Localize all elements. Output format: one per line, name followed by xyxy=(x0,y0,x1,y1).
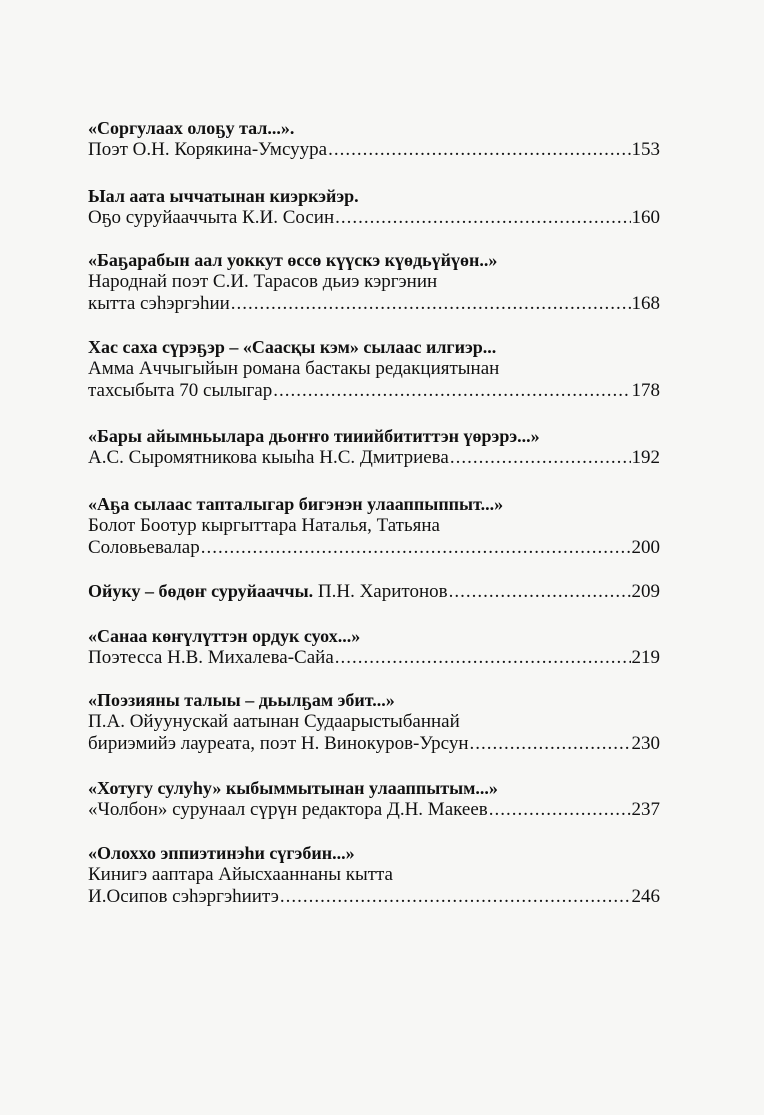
page-number: 230 xyxy=(631,733,660,754)
dot-leader xyxy=(273,380,630,402)
entry-title: «Баҕарабын аал уоккут өссө күүскэ күөдьүйүөн..» xyxy=(88,250,498,270)
entry-last-line xyxy=(88,886,660,908)
entry-author: кытта сэһэргэһии xyxy=(88,293,230,314)
dot-leader xyxy=(449,581,631,603)
entry-title-author xyxy=(88,580,448,603)
toc-entry xyxy=(88,494,660,559)
entry-last-line xyxy=(88,380,660,402)
dot-leader xyxy=(328,139,630,161)
page-number: 168 xyxy=(631,293,660,314)
entry-author: Поэт О.Н. Корякина-Умсуура xyxy=(88,139,328,160)
entry-line: Кинигэ ааптара Айысхааннаны кытта xyxy=(88,864,393,885)
entry-author: И.Осипов сэһэргэһиитэ xyxy=(88,886,279,907)
entry-title: «Хотугу сулуһу» кыбыммытынан улааппытым...» xyxy=(88,778,498,798)
entry-title: «Аҕа сылаас тапталыгар бигэнэн улааппыппыт...» xyxy=(88,494,504,514)
page-number: 178 xyxy=(631,380,660,401)
entry-last-line xyxy=(88,537,660,559)
entry-title: Ыал аата ыччатынан киэркэйэр. xyxy=(88,186,359,206)
entry-last-line xyxy=(88,580,660,603)
entry-last-line xyxy=(88,647,660,669)
entry-author: П.Н. Харитонов xyxy=(313,581,448,602)
dot-leader xyxy=(489,799,631,821)
entry-author: А.С. Сыромятникова кыыһа Н.С. Дмитриева xyxy=(88,447,449,468)
entry-last-line xyxy=(88,207,660,229)
toc-entry xyxy=(88,118,660,161)
dot-leader xyxy=(450,447,631,469)
entry-title: Хас саха сүрэҕэр – «Саасқы кэм» сылаас илгиэр... xyxy=(88,337,497,357)
entry-author: бириэмийэ лауреата, поэт Н. Винокуров-Урсун xyxy=(88,733,469,754)
toc-entry xyxy=(88,778,660,821)
page-number: 237 xyxy=(631,799,660,820)
entry-last-line xyxy=(88,447,660,469)
entry-title: «Поэзияны талыы – дьылҕам эбит...» xyxy=(88,690,395,710)
toc-entry xyxy=(88,250,660,315)
dot-leader xyxy=(231,293,631,315)
entry-title: «Бары айымньылара дьоҥҥо тииийбититтэн үөрэрэ...» xyxy=(88,426,540,446)
toc-entry xyxy=(88,626,660,669)
toc-entry xyxy=(88,580,660,603)
entry-author: Поэтесса Н.В. Михалева-Сайа xyxy=(88,647,334,668)
dot-leader xyxy=(280,886,631,908)
dot-leader xyxy=(335,207,630,229)
page-number: 200 xyxy=(631,537,660,558)
page-number: 219 xyxy=(631,647,660,668)
entry-line: П.А. Ойуунускай аатынан Судаарыстыбаннай xyxy=(88,711,460,732)
page-number: 246 xyxy=(631,886,660,907)
toc-entry xyxy=(88,690,660,755)
entry-line: Болот Боотур кыргыттара Наталья, Татьяна xyxy=(88,515,440,536)
toc-entry xyxy=(88,843,660,908)
dot-leader xyxy=(470,733,631,755)
toc-entry xyxy=(88,337,660,402)
entry-title: «Соргулаах олоҕу тал...». xyxy=(88,118,295,138)
page-number: 160 xyxy=(631,207,660,228)
page-number: 209 xyxy=(631,581,660,602)
page-number: 192 xyxy=(631,447,660,468)
entry-last-line xyxy=(88,293,660,315)
entry-author: Оҕо суруйааччыта К.И. Сосин xyxy=(88,207,335,228)
entry-author: «Чолбон» сурунаал сүрүн редактора Д.Н. Макеев xyxy=(88,799,488,820)
entry-title: «Санаа көҥүлүттэн ордук суох...» xyxy=(88,626,361,646)
entry-last-line xyxy=(88,799,660,821)
dot-leader xyxy=(335,647,631,669)
entry-line: Амма Аччыгыйын романа бастакы редакциятынан xyxy=(88,358,500,379)
entry-last-line xyxy=(88,733,660,755)
entry-author: тахсыбыта 70 сылыгар xyxy=(88,380,273,401)
page-number: 153 xyxy=(631,139,660,160)
entry-title: Ойуку – бөдөҥ суруйааччы. xyxy=(88,581,314,601)
toc-entry xyxy=(88,426,660,469)
entry-author: Соловьевалар xyxy=(88,537,200,558)
entry-last-line xyxy=(88,139,660,161)
dot-leader xyxy=(201,537,631,559)
entry-title: «Олоххо эппиэтинэһи сүгэбин...» xyxy=(88,843,355,863)
toc-entry xyxy=(88,186,660,229)
entry-line: Народнай поэт С.И. Тарасов дьиэ кэргэнин xyxy=(88,271,438,292)
